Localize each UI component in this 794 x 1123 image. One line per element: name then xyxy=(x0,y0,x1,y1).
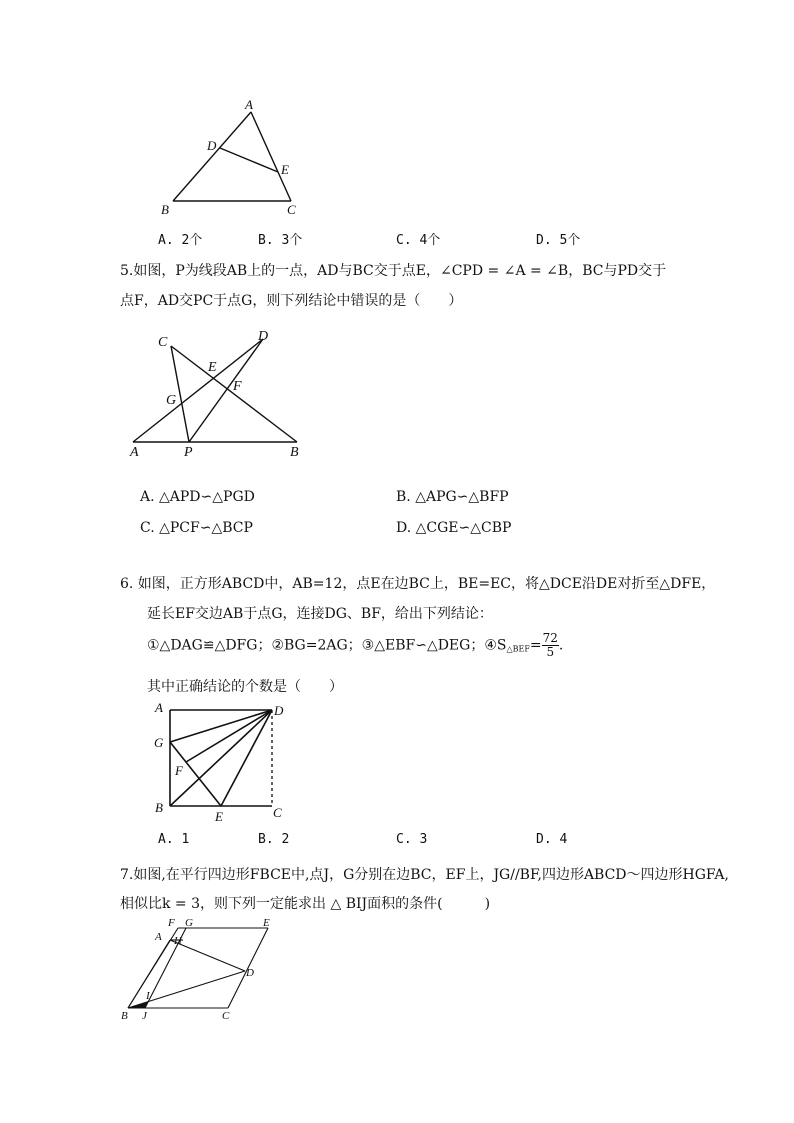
svg-text:A: A xyxy=(130,445,139,460)
q5-figure xyxy=(125,325,310,465)
svg-text:J: J xyxy=(142,1010,147,1022)
svg-text:E: E xyxy=(208,360,217,375)
q6-fraction xyxy=(542,632,559,659)
svg-text:E: E xyxy=(281,162,289,177)
q6-conclusions-text: ①△DAG≌△DFG；②BG=2AG；③△EBF∽△DEG；④S xyxy=(147,637,507,654)
q6-stem-line2: 延长EF交边AB于点G，连接DG、BF，给出下列结论： xyxy=(147,606,493,622)
q6-option-b: B. 2 xyxy=(258,832,290,847)
q5-option-a: A. △APD∽△PGD xyxy=(140,489,255,505)
q5-option-b: B. △APG∽△BFP xyxy=(396,489,509,505)
q6-stem-line1: 6. 如图，正方形ABCD中，AB=12，点E在边BC上，BE=EC，将△DCE沿DE对折至△DFE， xyxy=(120,576,716,592)
svg-text:B: B xyxy=(155,800,163,815)
svg-text:C: C xyxy=(158,335,168,350)
svg-text:C: C xyxy=(222,1010,230,1022)
svg-text:P: P xyxy=(184,445,193,460)
q6-stem-question: 其中正确结论的个数是（ ） xyxy=(147,679,343,695)
q5-stem-line2: 点F，AD交PC于点G，则下列结论中错误的是（ ） xyxy=(120,293,463,309)
q5-option-c: C. △PCF∽△BCP xyxy=(140,520,253,536)
q5-stem-line1: 5.如图，P为线段AB上的一点，AD与BC交于点E，∠CPD = ∠A = ∠B，BC与PD交于 xyxy=(120,263,667,279)
q4-triangle-figure xyxy=(150,92,320,222)
q4-option-d: D. 5个 xyxy=(536,233,581,248)
svg-text:G: G xyxy=(154,735,164,750)
svg-text:I: I xyxy=(146,990,150,1002)
q6-conclusions xyxy=(147,632,563,659)
svg-text:D: D xyxy=(246,967,254,979)
q6-area-subscript: △BEF xyxy=(506,644,530,654)
svg-text:F: F xyxy=(175,763,183,778)
svg-text:E: E xyxy=(263,917,270,929)
svg-text:C: C xyxy=(273,805,282,820)
svg-text:F: F xyxy=(168,917,175,929)
q4-option-b: B. 3个 xyxy=(258,233,303,248)
q7-stem-line1: 7.如图,在平行四边形FBCE中,点J，G分别在边BC，EF上，JG//BF,四边形ABCD～四边形HGFA, xyxy=(120,867,729,883)
q6-equals: = xyxy=(529,637,542,654)
q6-fraction-denominator: 5 xyxy=(546,645,555,659)
svg-text:G: G xyxy=(166,393,177,408)
svg-text:A: A xyxy=(155,700,163,715)
svg-text:G: G xyxy=(185,917,193,929)
q6-option-a: A. 1 xyxy=(158,832,190,847)
q6-fraction-numerator: 72 xyxy=(542,631,558,645)
svg-text:B: B xyxy=(290,445,299,460)
svg-text:H: H xyxy=(174,935,182,947)
svg-text:E: E xyxy=(215,809,223,824)
svg-text:B: B xyxy=(121,1010,128,1022)
svg-text:F: F xyxy=(233,379,242,394)
svg-text:D: D xyxy=(258,329,269,344)
svg-text:A: A xyxy=(155,931,162,943)
q4-option-a: A. 2个 xyxy=(158,233,203,248)
q5-option-d: D. △CGE∽△CBP xyxy=(396,520,512,536)
q6-square-figure xyxy=(148,700,293,828)
svg-text:B: B xyxy=(161,202,169,217)
q4-option-c: C. 4个 xyxy=(396,233,441,248)
svg-text:A: A xyxy=(245,97,253,112)
q7-stem-line2: 相似比k = 3，则下列一定能求出 △ BIJ面积的条件( ) xyxy=(120,896,491,912)
svg-text:D: D xyxy=(207,138,217,153)
svg-text:C: C xyxy=(287,202,296,217)
svg-text:D: D xyxy=(274,703,284,718)
q6-period: . xyxy=(558,637,564,654)
q7-parallelogram-figure xyxy=(115,915,285,1025)
q6-option-c: C. 3 xyxy=(396,832,428,847)
q6-option-d: D. 4 xyxy=(536,832,568,847)
